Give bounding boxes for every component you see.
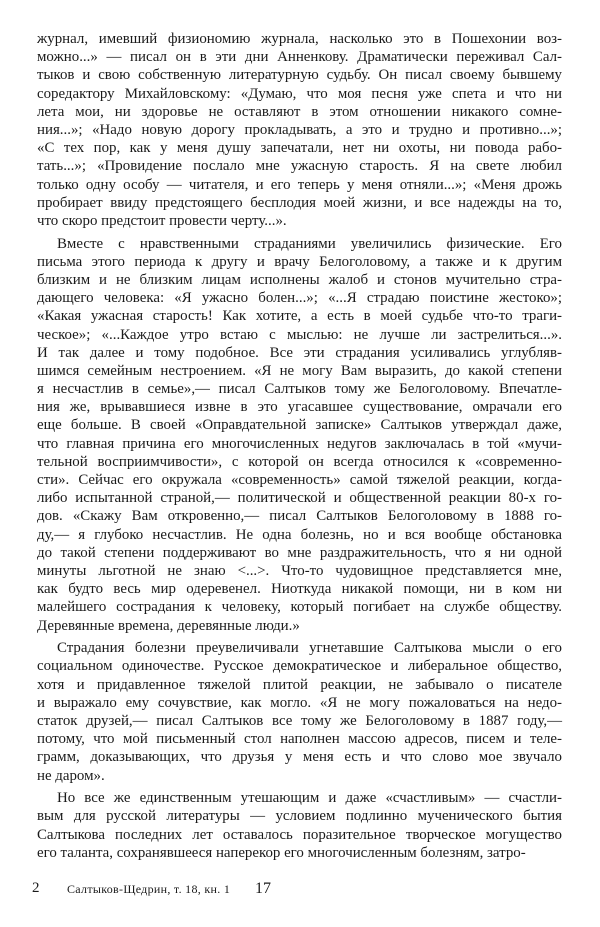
- book-title: Салтыков-Щедрин, т. 18, кн. 1: [67, 882, 231, 896]
- text-line: «Какая ужасная старость! Как хотите, а есть в моей судьбе что-то траги-: [37, 308, 562, 325]
- text-line: ния...»; «Надо новую дорогу прокладывать, а это и трудно и противно...»;: [37, 121, 562, 138]
- text-line: лета мои, ни здоровье не оставляют в этом отношении никакого сомне-: [37, 103, 562, 120]
- text-line: вым для русской литературы — условием подлинно мученического бытия: [37, 808, 562, 825]
- text-line: соредактору Михайловскому: «Думаю, что моя песня уже спета и что ни: [37, 85, 562, 102]
- text-line: его таланта, сохранявшееся наперекор его многочисленным болезням, затро-: [37, 844, 526, 861]
- text-line: тыков и свою собственную литературную судьбу. Он писал своему бывшему: [37, 67, 562, 84]
- paragraph: [37, 789, 562, 862]
- text-line: до такой степени поддерживают во мне раздражительность, что я ни одной: [37, 544, 562, 561]
- text-line: близким и не близким лицам исполнены жалоб и стонов мучительно стра-: [37, 271, 562, 288]
- text-line: дов. «Скажу Вам откровенно,— писал Салтыков Белоголовому в 1888 го-: [37, 508, 562, 525]
- text-line: Салтыкова последних лет оставалось поразительное творческое могущество: [37, 826, 562, 843]
- text-line: еще больше. В своей «Оправдательной записке» Салтыков утверждал даже,: [37, 417, 562, 434]
- text-line: что главная причина его многочисленных недугов заключалась в той «мучи-: [37, 435, 562, 452]
- text-line: Деревянные времена, деревянные люди.»: [37, 617, 300, 634]
- text-line: И так далее и тому подобное. Все эти страдания усиливались углубляв-: [37, 344, 562, 361]
- text-line: Вместе с нравственными страданиями увеличились физические. Его: [57, 235, 562, 252]
- text-line: только одну особу — читателя, и его теперь у меня отняли...»; «Меня дрожь: [37, 176, 562, 193]
- text-line: как будто весь мир одеревенел. Ниоткуда никакой помощи, ни в ком ни: [37, 581, 562, 598]
- text-line: не даром».: [37, 767, 105, 784]
- paragraph: [37, 30, 562, 230]
- text-line: пробирает ввиду предстоящего бесплодия моей жизни, и все надежды на то,: [37, 194, 562, 211]
- text-line: журнал, имевший физиономию журнала, насколько это в Пошехонии воз-: [37, 31, 562, 47]
- text-line: минуты льготной не знаю <...>. Что-то чудовищное представляется мне,: [37, 562, 562, 579]
- text-line: грамм, доказывающих, что друзья у меня есть и что слово мое звучало: [37, 749, 562, 766]
- text-line: «С тех пор, как у меня душу запечатали, нет ни охоты, ни повода рабо-: [37, 140, 562, 157]
- text-line: ния же, врывавшиеся извне в это угасавшее существование, омрачали его: [37, 399, 562, 416]
- text-line: письма этого периода к другу и врачу Белоголовому, а также и к другим: [37, 253, 562, 270]
- text-line: статок друзей,— писал Салтыков все тому же Белоголовому в 1887 году,—: [37, 712, 562, 729]
- text-line: ду,— я глубоко несчастлив. Не одна болезнь, но и вся вообще обстановка: [37, 526, 562, 543]
- text-line: малейшего сострадания к человеку, который погибает на службе обществу.: [37, 599, 562, 616]
- text-line: Страдания болезни преувеличивали угнетавшие Салтыкова мысли о его: [57, 640, 562, 657]
- signature-mark: 2: [32, 880, 40, 896]
- text-line: хотя и придавленное тяжелой плитой реакции, не забывало о писателе: [37, 676, 562, 693]
- text-line: либо испытанной страной,— политической и общественной реакции 80-х го-: [37, 490, 562, 507]
- text-line: социальном одиночестве. Русское демократическое и либеральное общество,: [37, 658, 562, 675]
- paragraph: [37, 235, 562, 635]
- text-line: и выражало ему сочувствие, как могло. «Я не могу пожаловаться на недо-: [37, 694, 562, 711]
- page-number: 17: [255, 880, 271, 897]
- text-line: сти». Сейчас его окружала «современность» самой тяжелой реакции, когда-: [37, 472, 562, 488]
- text-line: шимся семейным нестроением. «Я не могу Вам выразить, до какой степени: [37, 362, 562, 379]
- text-line: тать...»; «Провидение послало мне ужасную старость. Я на свете любил: [37, 158, 562, 175]
- body-text: [37, 30, 562, 866]
- text-line: Но все же единственным утешающим и даже «счастливым» — счастли-: [57, 790, 562, 807]
- text-line: ческое»; «...Каждое утро встаю с мыслью: не лучше ли застрелиться...».: [37, 326, 562, 343]
- text-line: дающего человека: «Я ужасно болен...»; «...Я страдаю поистине жестоко»;: [37, 290, 562, 307]
- text-line: можно...» — писал он в эти дни Анненкову. Драматически переживал Сал-: [37, 49, 562, 66]
- text-line: что скоро предстоит провести черту...».: [37, 212, 287, 229]
- text-line: потому, что мой письменный стол наполнен массою адресов, писем и теле-: [37, 731, 562, 748]
- text-line: я несчастлив в семье»,— писал Салтыков тому же Белоголовому. Впечатле-: [37, 381, 562, 398]
- paragraph: [37, 639, 562, 785]
- text-line: тельной восприимчивости», с которой он всегда относился к «современно-: [37, 453, 562, 470]
